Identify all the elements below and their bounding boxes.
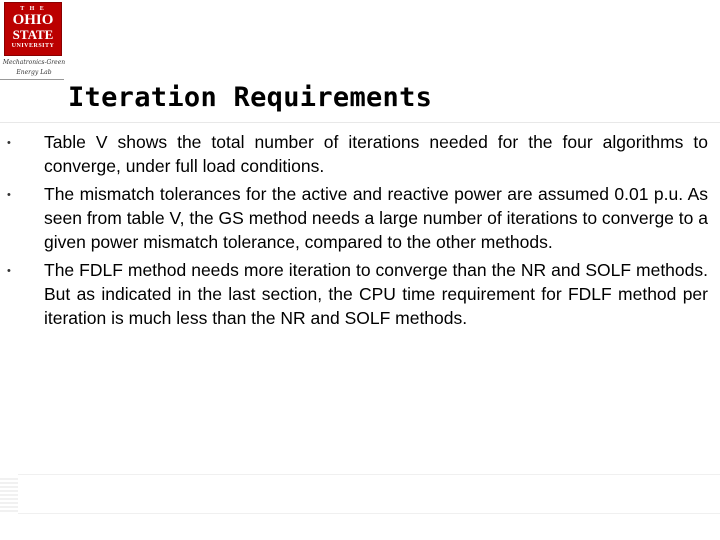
logo-state-text: STATE	[12, 27, 54, 42]
title-divider	[0, 122, 720, 123]
bullet-icon: •	[7, 189, 11, 201]
lab-name-line1: Mechatronics-Green	[2, 59, 66, 66]
bullet-text: Table V shows the total number of iterations needed for the four algorithms to converge, under full load conditions.	[44, 132, 708, 176]
bullet-item	[0, 182, 720, 254]
bullet-icon: •	[7, 265, 11, 277]
lab-divider	[0, 79, 64, 80]
bullet-item	[0, 258, 720, 330]
lab-name-line2: Energy Lab	[16, 69, 52, 76]
logo-the-text: T H E	[20, 6, 46, 12]
bullet-list	[0, 130, 720, 334]
footer-decoration	[0, 478, 18, 512]
bullet-text: The FDLF method needs more iteration to converge than the NR and SOLF methods. But as indicated in the last section, the CPU time requirement for FDLF method per iteration is much less than the NR and SOLF methods.	[44, 260, 708, 328]
bullet-text: The mismatch tolerances for the active and reactive power are assumed 0.01 p.u. As seen from table V, the GS method needs a large number of iterations to converge to a given power mismatch tolerance, compared to the other methods.	[44, 184, 708, 252]
bullet-item	[0, 130, 720, 178]
bullet-icon: •	[7, 137, 11, 149]
ohio-state-logo	[4, 2, 62, 56]
lab-name	[2, 58, 66, 78]
logo-ohio-text: OHIO	[12, 12, 54, 28]
slide-title: Iteration Requirements	[68, 82, 433, 113]
footer-rule-top	[18, 474, 720, 475]
footer-rule-bottom	[18, 513, 720, 514]
logo-university-text: UNIVERSITY	[11, 43, 55, 49]
